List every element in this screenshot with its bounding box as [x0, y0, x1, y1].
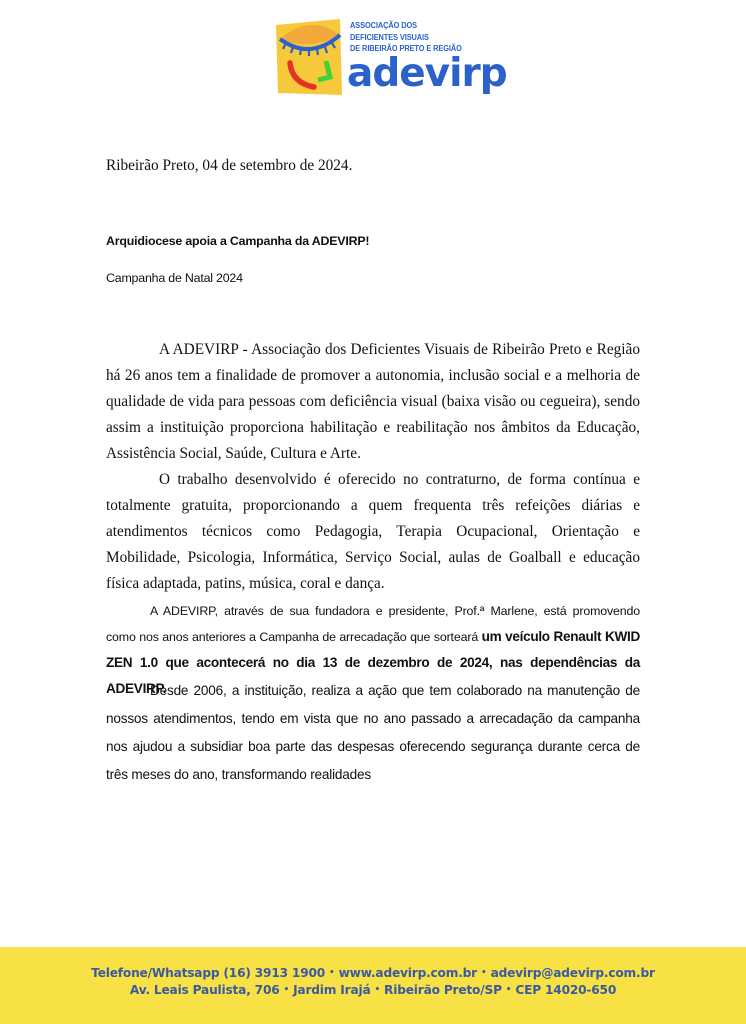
paragraph-about-text: A ADEVIRP - Associação dos Deficientes Visuais de Ribeirão Preto e Região há 26 anos tem a finalidade de promover a autonomia, inclusão social e a melhoria de qualidade de vida para pessoas com deficiência visual (baixa visão ou cegueira), sendo assim a instituição proporciona habilitação e reabilitação nos âmbitos da Educação, Assistência Social, Saúde, Cultura e Arte. — [106, 341, 640, 462]
letter-date: Ribeirão Preto, 04 de setembro de 2024. — [106, 157, 353, 174]
logo-subtitle-line: ASSOCIAÇÃO DOS — [350, 20, 417, 30]
footer-website-link[interactable]: www.adevirp.com.br — [338, 966, 477, 980]
bullet-separator: • — [505, 985, 512, 995]
footer-email-link[interactable]: adevirp@adevirp.com.br — [490, 966, 655, 980]
footer-zip: CEP 14020-650 — [515, 983, 617, 997]
campaign-prize-highlight: um veículo Renault KWID ZEN 1.0 que acontecerá no dia 13 de dezembro de 2024, nas dependências da ADEVIRP. — [106, 629, 640, 696]
campaign-regular-text: A ADEVIRP, através de sua fundadora e presidente, Prof.ª Marlene, está promovendo como nos anos anteriores a Campanha de arrecadação que sorteará — [106, 604, 640, 644]
paragraph-history — [106, 677, 640, 789]
footer-street: Av. Leais Paulista, 706 — [129, 983, 280, 997]
paragraph-about — [106, 337, 640, 467]
bullet-separator: • — [283, 985, 290, 995]
footer-district: Jardim Irajá — [293, 983, 371, 997]
letter-subtitle: Campanha de Natal 2024 — [106, 271, 243, 285]
adevirp-eye-smile-icon — [274, 17, 344, 97]
footer-contact-line — [0, 966, 746, 980]
paragraph-history-text: Desde 2006, a instituição, realiza a ação que tem colaborado na manutenção de nossos atendimentos, tendo em vista que no ano passado a arrecadação da campanha nos ajudou a subsidiar boa parte das despesas oferecendo segurança durante cerca de três meses do ano, transformando realidades — [106, 683, 640, 782]
paragraph-services-text: O trabalho desenvolvido é oferecido no contraturno, de forma contínua e totalmente gratuita, proporcionando a quem frequenta três refeições diárias e atendimentos técnicos como Pedagogia, Terapia Ocupacional, Orientação e Mobilidade, Psicologia, Informática, Serviço Social, aulas de Goalball e educação física adaptada, patins, música, coral e dança. — [106, 471, 640, 592]
footer-contact-bar — [0, 947, 746, 1024]
logo-subtitle — [350, 20, 462, 55]
paragraph-services — [106, 467, 640, 597]
letter-title: Arquidiocese apoia a Campanha da ADEVIRP! — [106, 234, 370, 248]
footer-phone: Telefone/Whatsapp (16) 3913 1900 — [91, 966, 326, 980]
logo-subtitle-line: DE RIBEIRÃO PRETO E REGIÃO — [350, 43, 462, 53]
adevirp-logo — [274, 17, 507, 105]
footer-address-line — [0, 983, 746, 997]
logo-wordmark: adevirp — [347, 51, 507, 96]
bullet-separator: • — [374, 985, 381, 995]
logo-subtitle-line: DEFICIENTES VISUAIS — [350, 31, 429, 42]
footer-city: Ribeirão Preto/SP — [384, 983, 502, 997]
bullet-separator: • — [329, 968, 335, 978]
bullet-separator: • — [481, 968, 487, 978]
